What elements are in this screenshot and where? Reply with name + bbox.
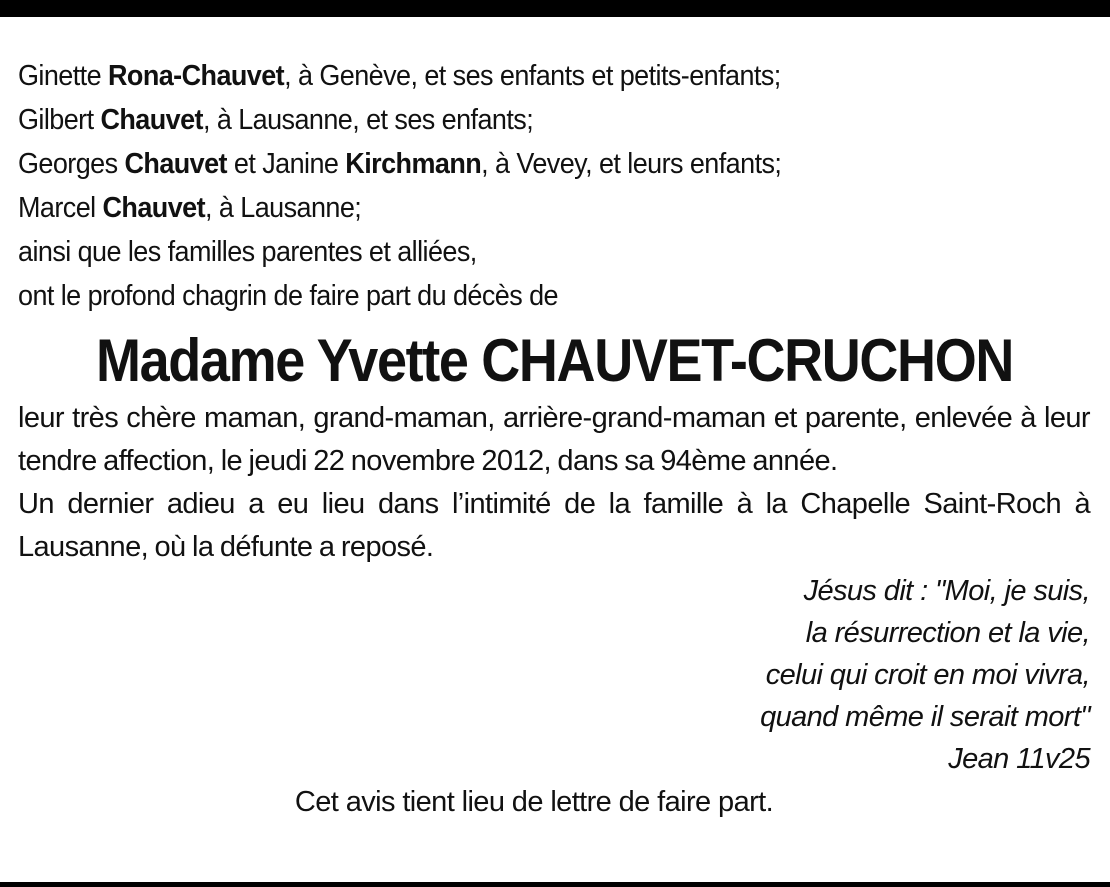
deceased-name-heading: Madame Yvette CHAUVET-CRUCHON <box>95 327 1013 394</box>
family-surname: Rona-Chauvet <box>107 60 285 92</box>
quote-reference: Jean 11v25 <box>948 743 1090 775</box>
family-line-announcement: ont le profond chagrin de faire part du décès de <box>18 280 558 312</box>
quote-line: Jésus dit : "Moi, je suis, <box>803 575 1090 607</box>
death-notice <box>18 54 1090 824</box>
family-surname: Kirchmann <box>345 148 482 180</box>
family-line-ginette: Ginette Rona-Chauvet, à Genève, et ses enfants et petits-enfants; <box>18 60 781 92</box>
family-line-georges: Georges Chauvet et Janine Kirchmann, à Vevey, et leurs enfants; <box>18 148 782 180</box>
family-line-relatives: ainsi que les familles parentes et alliées, <box>18 236 477 268</box>
family-line-marcel: Marcel Chauvet, à Lausanne; <box>18 192 362 224</box>
quote-line: quand même il serait mort" <box>760 701 1090 733</box>
closing-statement: Cet avis tient lieu de lettre de faire part. <box>294 786 774 818</box>
farewell-paragraph: Un dernier adieu a eu lieu dans l’intimité de la famille à la Chapelle Saint-Roch à Lausanne, où la défunte a reposé. <box>18 488 1090 563</box>
tribute-paragraph: leur très chère maman, grand-maman, arrière-grand-maman et parente, enlevée à leur tendre affection, le jeudi 22 novembre 2012, dans sa 94ème année. <box>18 402 1090 477</box>
family-line-gilbert: Gilbert Chauvet, à Lausanne, et ses enfants; <box>18 104 534 136</box>
quote-line: la résurrection et la vie, <box>805 617 1090 649</box>
family-surname: Chauvet <box>124 148 227 180</box>
quote-line: celui qui croit en moi vivra, <box>765 659 1090 691</box>
family-surname: Chauvet <box>100 104 203 136</box>
bible-quote <box>18 570 1090 780</box>
top-border-rule <box>0 0 1110 17</box>
family-surname: Chauvet <box>102 192 206 224</box>
bottom-border-rule <box>0 882 1110 887</box>
